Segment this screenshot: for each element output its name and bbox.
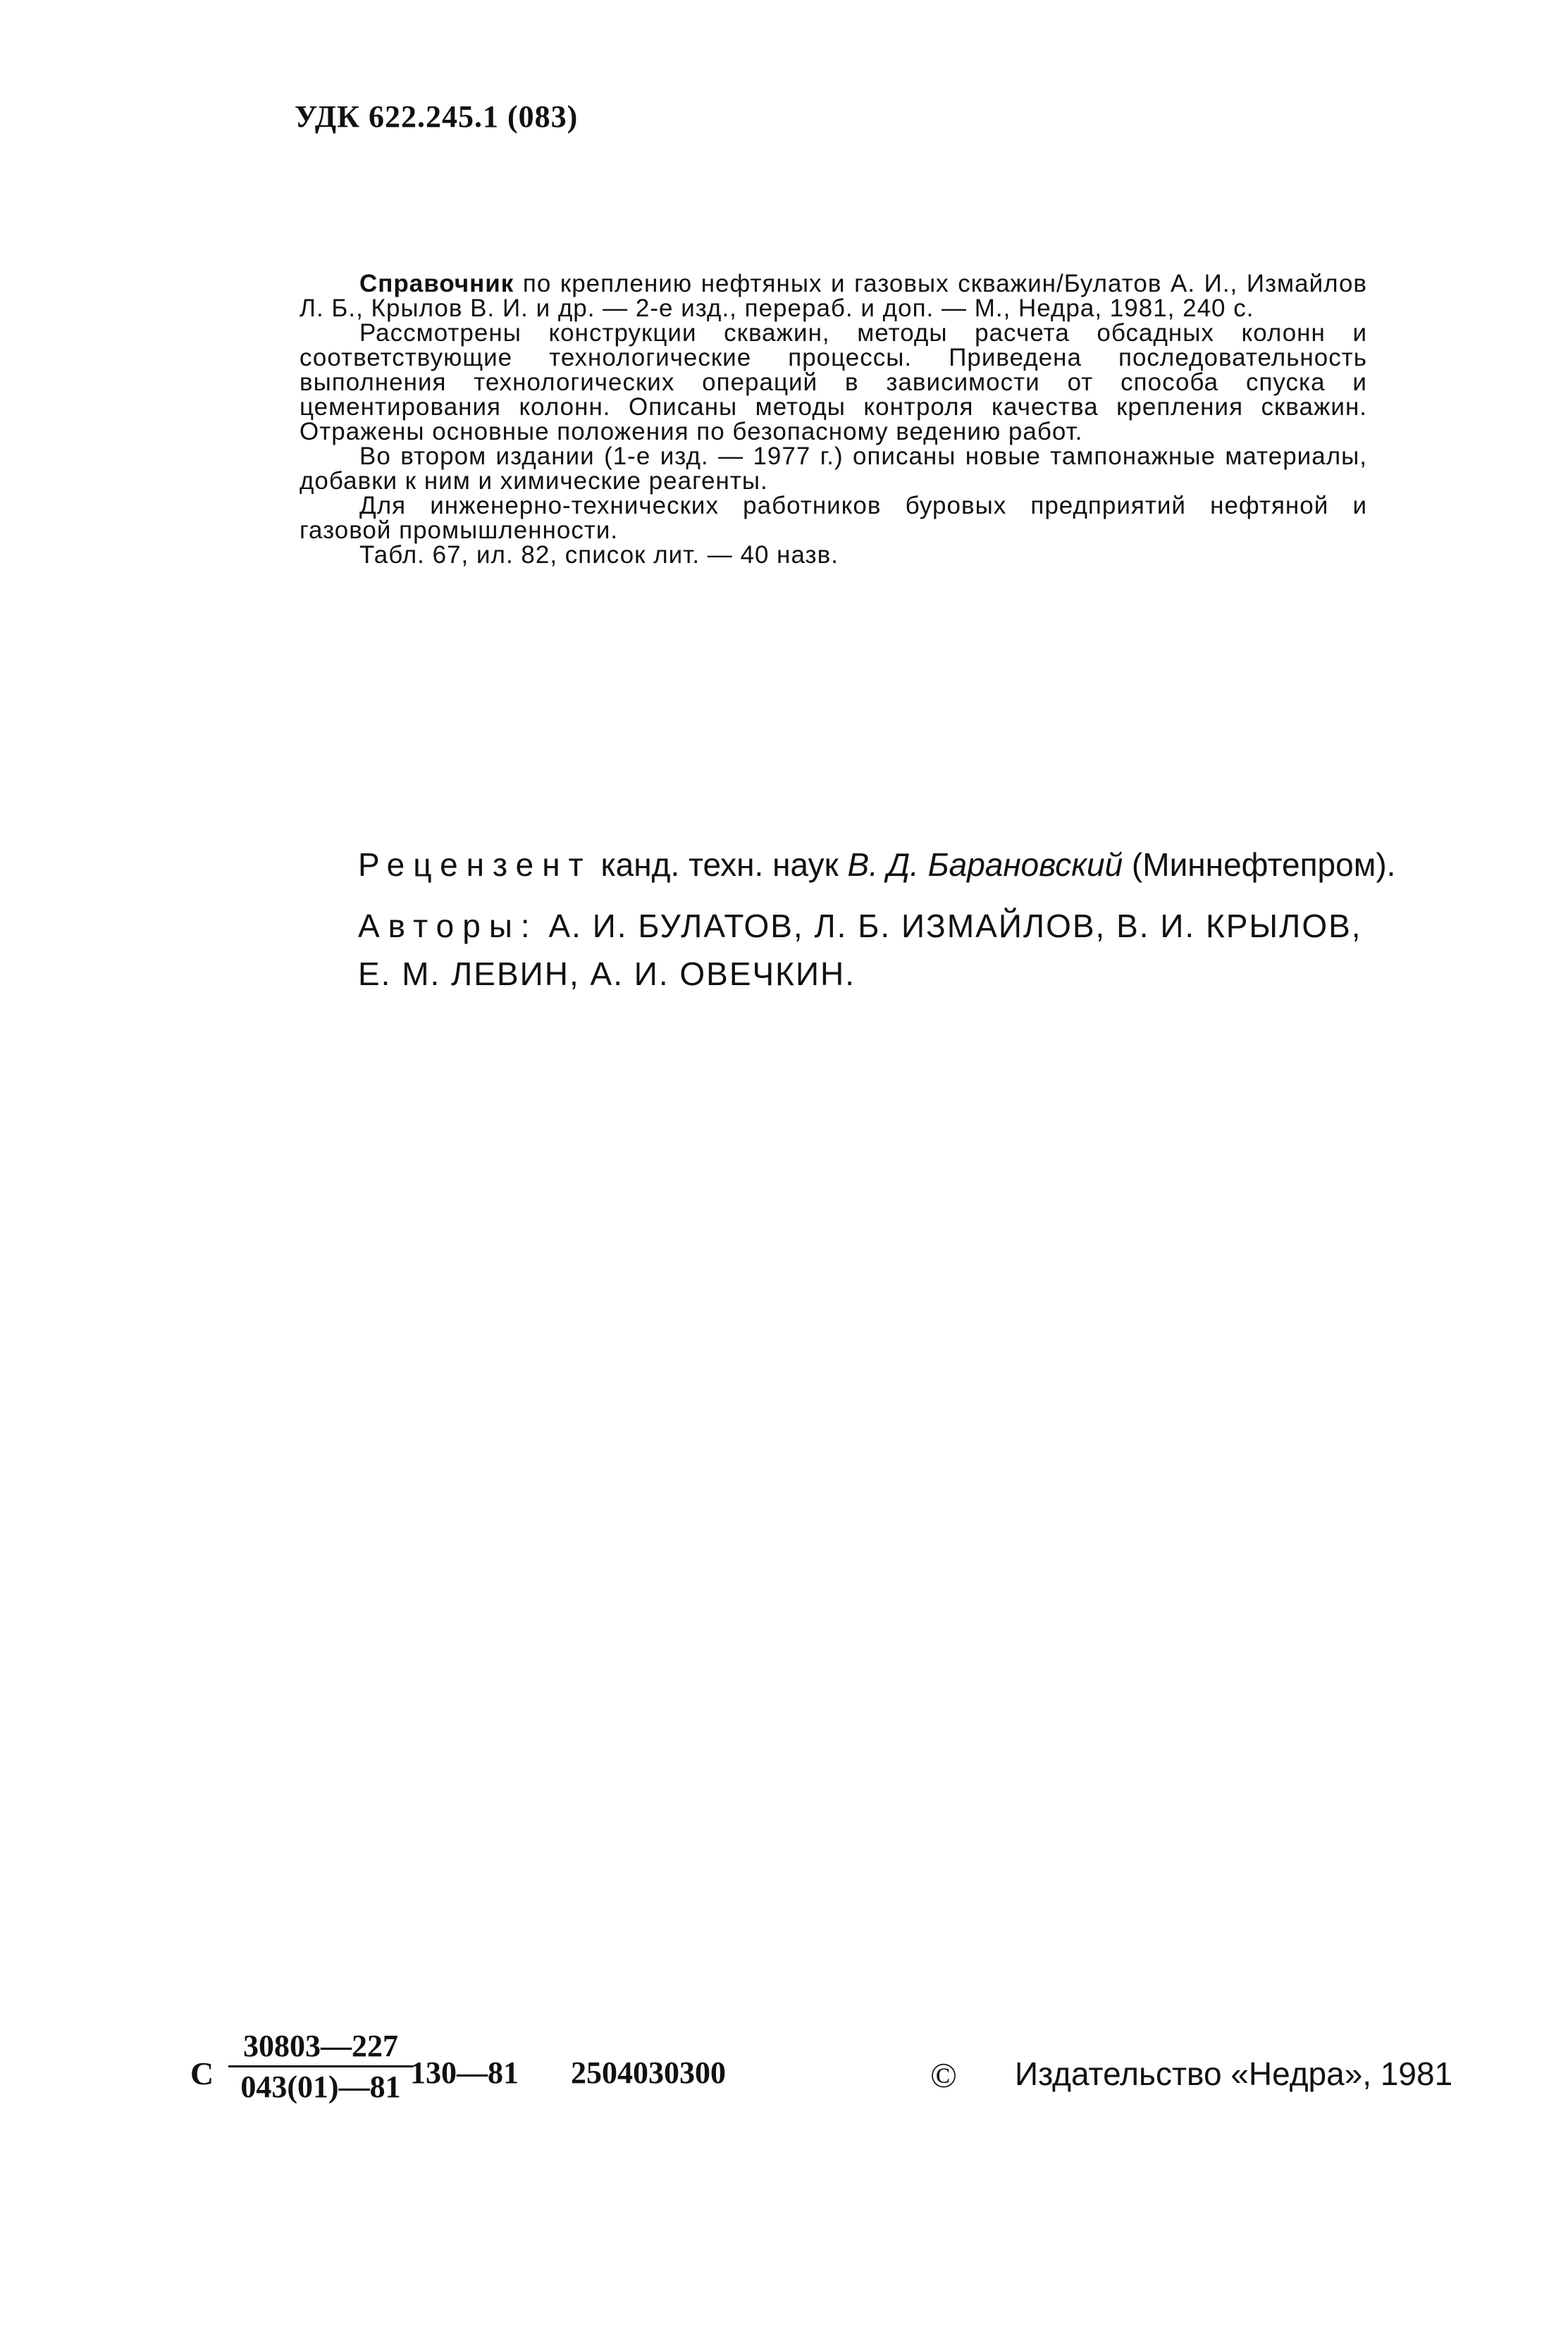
bibliographic-entry-title: Справочник [359, 270, 514, 297]
authors-line-2: Е. М. ЛЕВИН, А. И. ОВЕЧКИН. [358, 956, 856, 992]
annotation-block [300, 271, 1367, 567]
imprint-letter: С [190, 2055, 214, 2091]
reviewer-line [358, 846, 1395, 884]
publisher-credit: Издательство «Недра», 1981 [1015, 2055, 1453, 2092]
reviewer-organization: (Миннефтепром). [1123, 846, 1396, 883]
annotation-paragraph-audience: Для инженерно-технических работников буровых предприятий нефтяной и газовой промышленности. [300, 492, 1367, 544]
imprint-line [190, 2028, 1459, 2113]
udk-code: УДК 622.245.1 (083) [295, 99, 579, 134]
reviewer-rank: канд. техн. наук [591, 846, 848, 883]
reviewer-name: В. Д. Барановский [847, 846, 1123, 883]
annotation-paragraph-contents: Рассмотрены конструкции скважин, методы расчета обсадных колонн и соответствующие технологические процессы. Приведена последовательность выполнения технологических операций в зависимости от способа спуска и цементирования колонн. Описаны методы контроля качества крепления скважин. Отражены основные положения по безопасному ведению работ. [300, 319, 1367, 445]
copyright-icon: © [930, 2055, 957, 2095]
imprint-denominator: 043(01)—81 [240, 2070, 401, 2104]
imprint-numerator: 30803—227 [243, 2029, 398, 2063]
authors-label: Авторы: [358, 908, 538, 944]
annotation-paragraph-edition: Во втором издании (1-е изд. — 1977 г.) описаны новые тампонажные материалы, добавки к ним и химические реагенты. [300, 443, 1367, 495]
imprint-code-1: 130—81 [410, 2055, 519, 2090]
authors-names-1: А. И. БУЛАТОВ, Л. Б. ИЗМАЙЛОВ, В. И. КРЫЛОВ, [538, 908, 1362, 944]
annotation-paragraph-stats: Табл. 67, ил. 82, список лит. — 40 назв. [359, 541, 839, 569]
authors-line-1 [358, 902, 1362, 950]
imprint-code-2: 2504030300 [571, 2055, 726, 2090]
bibliographic-entry [300, 271, 1367, 321]
bibliographic-entry-details: по креплению нефтяных и газовых скважин/Булатов А. И., Измайлов Л. Б., Крылов В. И. и др. — 2-е изд., перераб. и доп. — М., Недра, 1981, 240 с. [300, 270, 1367, 322]
imprint-fraction [226, 2028, 416, 2105]
authors-block [358, 902, 1362, 998]
reviewer-label: Рецензент [358, 846, 592, 883]
